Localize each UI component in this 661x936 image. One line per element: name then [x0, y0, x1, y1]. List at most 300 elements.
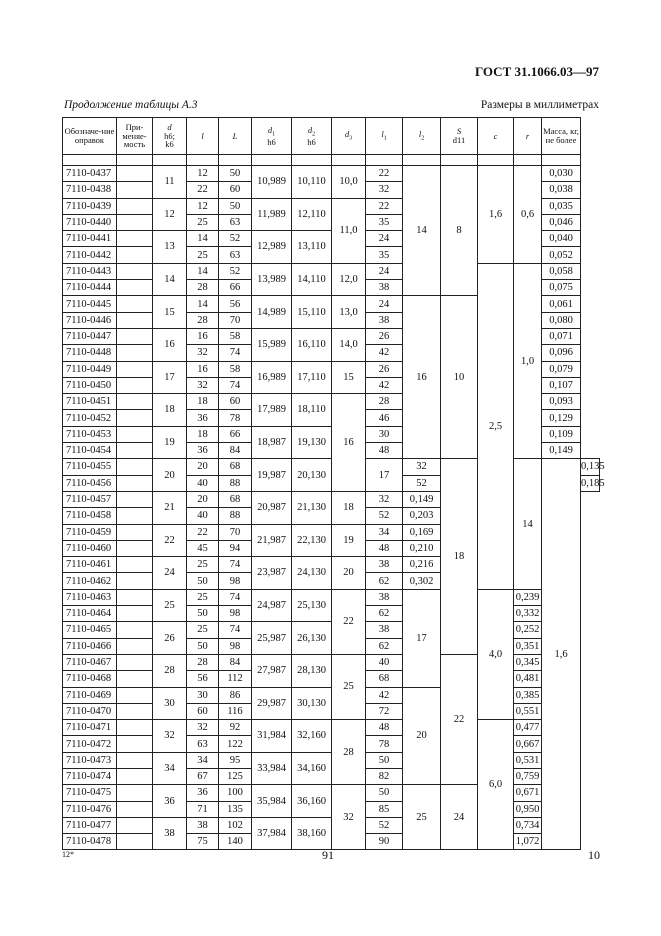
cell-l1: 22 [366, 198, 403, 214]
cell-d2: 34,160 [292, 752, 332, 785]
cell-d: 28 [153, 654, 187, 687]
cell-L: 68 [219, 491, 252, 507]
cell-l1: 35 [366, 214, 403, 230]
cell-L: 63 [219, 247, 252, 263]
cell-d: 25 [153, 589, 187, 622]
cell-l: 32 [187, 377, 219, 393]
cell-d3: 12,0 [332, 263, 366, 296]
cell-designation: 7110-0465 [63, 622, 117, 638]
cell-L: 52 [219, 231, 252, 247]
cell-d: 14 [153, 263, 187, 296]
cell-l: 50 [187, 606, 219, 622]
cell-L: 84 [219, 654, 252, 670]
cell-designation: 7110-0461 [63, 557, 117, 573]
cell-l1: 48 [366, 540, 403, 556]
cell-applicability [117, 752, 153, 768]
cell-L: 94 [219, 540, 252, 556]
cell-L: 122 [219, 736, 252, 752]
cell-mass: 0,216 [403, 557, 441, 573]
cell-applicability [117, 540, 153, 556]
cell-d1: 17,989 [252, 394, 292, 427]
col-r: r [514, 118, 542, 155]
cell-L: 66 [219, 280, 252, 296]
cell-l: 45 [187, 540, 219, 556]
dimensions-table [62, 117, 605, 850]
table-row [63, 785, 600, 801]
cell-l1: 32 [403, 459, 441, 475]
cell-l: 38 [187, 817, 219, 833]
cell-l1: 24 [366, 263, 403, 279]
cell-d2: 26,130 [292, 622, 332, 655]
cell-d: 17 [153, 361, 187, 394]
cell-mass: 0,734 [514, 817, 542, 833]
cell-l1: 38 [366, 622, 403, 638]
cell-d: 18 [153, 394, 187, 427]
cell-d: 13 [153, 231, 187, 264]
cell-mass: 0,149 [542, 443, 581, 459]
cell-designation: 7110-0474 [63, 768, 117, 784]
cell-L: 92 [219, 720, 252, 736]
cell-c: 4,0 [478, 589, 514, 719]
cell-applicability [117, 768, 153, 784]
cell-d2: 21,130 [292, 491, 332, 524]
cell-d: 20 [153, 459, 187, 492]
cell-designation: 7110-0472 [63, 736, 117, 752]
cell-l: 36 [187, 443, 219, 459]
cell-d: 30 [153, 687, 187, 720]
cell-designation: 7110-0462 [63, 573, 117, 589]
cell-L: 68 [219, 459, 252, 475]
cell-l: 30 [187, 687, 219, 703]
cell-L: 100 [219, 785, 252, 801]
cell-l1: 42 [366, 377, 403, 393]
table-row [63, 687, 600, 703]
cell-l1: 48 [366, 443, 403, 459]
cell-d2: 14,110 [292, 263, 332, 296]
table-row [63, 752, 600, 768]
cell-applicability [117, 312, 153, 328]
cell-applicability [117, 475, 153, 491]
cell-L: 60 [219, 182, 252, 198]
cell-d2: 36,160 [292, 785, 332, 818]
cell-applicability [117, 785, 153, 801]
cell-l: 67 [187, 768, 219, 784]
cell-l: 50 [187, 573, 219, 589]
cell-l1: 62 [366, 638, 403, 654]
cell-mass: 0,302 [403, 573, 441, 589]
cell-d1: 35,984 [252, 785, 292, 818]
cell-d1: 11,989 [252, 198, 292, 231]
cell-designation: 7110-0457 [63, 491, 117, 507]
cell-designation: 7110-0459 [63, 524, 117, 540]
cell-l1: 90 [366, 834, 403, 850]
cell-applicability [117, 410, 153, 426]
cell-L: 88 [219, 475, 252, 491]
cell-d1: 31,984 [252, 720, 292, 753]
cell-l1: 38 [366, 280, 403, 296]
cell-applicability [117, 671, 153, 687]
cell-d2: 38,160 [292, 817, 332, 850]
cell-l1: 38 [366, 557, 403, 573]
cell-mass: 0,531 [514, 752, 542, 768]
cell-l1: 62 [366, 573, 403, 589]
cell-applicability [117, 703, 153, 719]
cell-applicability [117, 736, 153, 752]
cell-l1: 52 [366, 508, 403, 524]
cell-applicability [117, 606, 153, 622]
cell-designation: 7110-0464 [63, 606, 117, 622]
cell-L: 98 [219, 606, 252, 622]
cell-d2: 24,130 [292, 557, 332, 590]
cell-mass: 0,080 [542, 312, 581, 328]
cell-L: 74 [219, 622, 252, 638]
cell-applicability [117, 443, 153, 459]
cell-designation: 7110-0448 [63, 345, 117, 361]
cell-d2: 10,110 [292, 166, 332, 199]
cell-l: 25 [187, 557, 219, 573]
cell-d: 34 [153, 752, 187, 785]
cell-designation: 7110-0478 [63, 834, 117, 850]
cell-l1: 42 [366, 687, 403, 703]
cell-d1: 19,987 [252, 459, 292, 492]
cell-l1: 32 [366, 182, 403, 198]
cell-mass: 0,385 [514, 687, 542, 703]
cell-l: 25 [187, 214, 219, 230]
col-c: c [478, 118, 514, 155]
cell-l: 28 [187, 312, 219, 328]
cell-designation: 7110-0438 [63, 182, 117, 198]
cell-l1: 35 [366, 247, 403, 263]
cell-mass: 0,135 [581, 459, 600, 475]
cell-mass: 0,129 [542, 410, 581, 426]
cell-d2: 16,110 [292, 328, 332, 361]
table-row [63, 589, 600, 605]
cell-l1: 50 [366, 785, 403, 801]
cell-designation: 7110-0466 [63, 638, 117, 654]
cell-d: 22 [153, 524, 187, 557]
cell-mass: 0,079 [542, 361, 581, 377]
cell-d1: 18,987 [252, 426, 292, 459]
cell-mass: 0,210 [403, 540, 441, 556]
cell-c: 2,5 [478, 263, 514, 589]
cell-d1: 15,989 [252, 328, 292, 361]
page-number: 91 [322, 848, 334, 862]
cell-d2: 18,110 [292, 394, 332, 427]
cell-applicability [117, 622, 153, 638]
cell-l1: 78 [366, 736, 403, 752]
table-row [63, 263, 600, 279]
cell-L: 63 [219, 214, 252, 230]
cell-d1: 27,987 [252, 654, 292, 687]
cell-l: 75 [187, 834, 219, 850]
cell-l: 63 [187, 736, 219, 752]
cell-mass: 0,185 [581, 475, 600, 491]
cell-l: 25 [187, 622, 219, 638]
col-designation: Обозначе-ние оправок [63, 118, 117, 155]
cell-l1: 38 [366, 312, 403, 328]
col-l: l [187, 118, 219, 155]
cell-l: 20 [187, 491, 219, 507]
units-caption: Размеры в миллиметрах [480, 99, 599, 111]
cell-d1: 13,989 [252, 263, 292, 296]
cell-mass: 0,058 [542, 263, 581, 279]
cell-mass: 0,169 [403, 524, 441, 540]
cell-mass: 0,477 [514, 720, 542, 736]
cell-L: 66 [219, 426, 252, 442]
cell-d1: 21,987 [252, 524, 292, 557]
col-d3: $d_3$ [332, 118, 366, 155]
cell-designation: 7110-0439 [63, 198, 117, 214]
table-row [63, 622, 600, 638]
cell-l1: 30 [366, 426, 403, 442]
cell-l1: 26 [366, 328, 403, 344]
cell-applicability [117, 573, 153, 589]
cell-d3: 20 [332, 557, 366, 590]
cell-l1: 52 [403, 475, 441, 491]
cell-d: 24 [153, 557, 187, 590]
cell-designation: 7110-0440 [63, 214, 117, 230]
cell-mass: 0,149 [403, 491, 441, 507]
cell-l1: 85 [366, 801, 403, 817]
cell-designation: 7110-0444 [63, 280, 117, 296]
cell-applicability [117, 687, 153, 703]
cell-d1: 24,987 [252, 589, 292, 622]
cell-d2: 12,110 [292, 198, 332, 231]
cell-L: 70 [219, 524, 252, 540]
cell-l: 36 [187, 785, 219, 801]
cell-L: 112 [219, 671, 252, 687]
cell-L: 50 [219, 198, 252, 214]
cell-designation: 7110-0453 [63, 426, 117, 442]
cell-d3: 16 [332, 394, 366, 492]
cell-mass: 0,481 [514, 671, 542, 687]
cell-designation: 7110-0451 [63, 394, 117, 410]
col-d1: $d_1$ h6 [252, 118, 292, 155]
cell-L: 98 [219, 573, 252, 589]
cell-L: 70 [219, 312, 252, 328]
cell-applicability [117, 394, 153, 410]
cell-l1: 82 [366, 768, 403, 784]
cell-L: 78 [219, 410, 252, 426]
cell-d1: 16,989 [252, 361, 292, 394]
cell-l1: 28 [366, 394, 403, 410]
cell-l1: 50 [366, 752, 403, 768]
col-applicability: При-меняе-мость [117, 118, 153, 155]
cell-l1: 62 [366, 606, 403, 622]
cell-L: 74 [219, 557, 252, 573]
cell-designation: 7110-0449 [63, 361, 117, 377]
cell-designation: 7110-0471 [63, 720, 117, 736]
cell-d3: 32 [332, 785, 366, 850]
cell-d1: 37,984 [252, 817, 292, 850]
cell-l1: 26 [366, 361, 403, 377]
cell-L: 88 [219, 508, 252, 524]
cell-applicability [117, 426, 153, 442]
cell-L: 74 [219, 377, 252, 393]
cell-d2: 13,110 [292, 231, 332, 264]
cell-applicability [117, 345, 153, 361]
cell-applicability [117, 361, 153, 377]
cell-applicability [117, 263, 153, 279]
cell-mass: 0,109 [542, 426, 581, 442]
col-mass: Масса, кг, не более [542, 118, 581, 155]
cell-l1: 24 [366, 296, 403, 312]
cell-designation: 7110-0477 [63, 817, 117, 833]
cell-L: 74 [219, 345, 252, 361]
cell-d: 32 [153, 720, 187, 753]
cell-d3: 15 [332, 361, 366, 394]
cell-s: 10 [441, 296, 478, 459]
cell-l: 14 [187, 263, 219, 279]
cell-l: 40 [187, 508, 219, 524]
cell-designation: 7110-0450 [63, 377, 117, 393]
cell-d3: 22 [332, 589, 366, 654]
cell-d3: 14,0 [332, 328, 366, 361]
col-d2: $d_2$ h6 [292, 118, 332, 155]
cell-d: 15 [153, 296, 187, 329]
cell-applicability [117, 834, 153, 850]
cell-designation: 7110-0475 [63, 785, 117, 801]
cell-l: 20 [187, 459, 219, 475]
cell-l: 36 [187, 410, 219, 426]
cell-l: 50 [187, 638, 219, 654]
table-row [63, 166, 600, 182]
table-row [63, 720, 600, 736]
cell-d2: 28,130 [292, 654, 332, 687]
cell-l: 14 [187, 231, 219, 247]
cell-mass: 0,107 [542, 377, 581, 393]
cell-d: 19 [153, 426, 187, 459]
cell-d2: 20,130 [292, 459, 332, 492]
cell-applicability [117, 231, 153, 247]
cell-r: 1,6 [542, 459, 581, 850]
cell-l: 32 [187, 720, 219, 736]
cell-designation: 7110-0470 [63, 703, 117, 719]
cell-mass: 0,759 [514, 768, 542, 784]
document-title: ГОСТ 31.1066.03—97 [474, 64, 599, 79]
cell-designation: 7110-0443 [63, 263, 117, 279]
cell-L: 52 [219, 263, 252, 279]
table-caption: Продолжение таблицы А.3 [64, 99, 198, 111]
col-d: d h6; k6 [153, 118, 187, 155]
cell-applicability [117, 589, 153, 605]
cell-d1: 14,989 [252, 296, 292, 329]
cell-L: 86 [219, 687, 252, 703]
cell-designation: 7110-0455 [63, 459, 117, 475]
table-body [63, 166, 605, 850]
cell-s: 8 [441, 166, 478, 296]
cell-d1: 10,989 [252, 166, 292, 199]
cell-l1: 46 [366, 410, 403, 426]
cell-l2: 18 [441, 459, 478, 655]
cell-d3: 25 [332, 654, 366, 719]
cell-l: 56 [187, 671, 219, 687]
cell-applicability [117, 296, 153, 312]
cell-l2: 14 [403, 166, 441, 296]
cell-designation: 7110-0447 [63, 328, 117, 344]
cell-L: 56 [219, 296, 252, 312]
footer-number: 10 [588, 848, 600, 862]
cell-mass: 0,671 [514, 785, 542, 801]
col-s: S d11 [441, 118, 478, 155]
cell-d: 16 [153, 328, 187, 361]
cell-mass: 0,040 [542, 231, 581, 247]
cell-d1: 29,987 [252, 687, 292, 720]
footer-sheet-mark: 12* [62, 850, 74, 859]
cell-applicability [117, 720, 153, 736]
cell-designation: 7110-0473 [63, 752, 117, 768]
cell-l: 12 [187, 198, 219, 214]
cell-mass: 0,252 [514, 622, 542, 638]
cell-l: 25 [187, 589, 219, 605]
cell-designation: 7110-0446 [63, 312, 117, 328]
cell-d2: 19,130 [292, 426, 332, 459]
cell-l: 12 [187, 166, 219, 182]
cell-l: 40 [187, 475, 219, 491]
cell-mass: 0,038 [542, 182, 581, 198]
cell-designation: 7110-0452 [63, 410, 117, 426]
cell-designation: 7110-0445 [63, 296, 117, 312]
cell-mass: 0,332 [514, 606, 542, 622]
cell-s: 17 [403, 589, 441, 687]
cell-L: 95 [219, 752, 252, 768]
cell-applicability [117, 638, 153, 654]
cell-s: 14 [514, 459, 542, 589]
cell-mass: 0,046 [542, 214, 581, 230]
col-l1: $l_1$ [366, 118, 403, 155]
cell-designation: 7110-0441 [63, 231, 117, 247]
cell-l1: 68 [366, 671, 403, 687]
cell-L: 102 [219, 817, 252, 833]
cell-applicability [117, 508, 153, 524]
cell-d: 11 [153, 166, 187, 199]
cell-mass: 0,345 [514, 654, 542, 670]
cell-d2: 22,130 [292, 524, 332, 557]
cell-l: 25 [187, 247, 219, 263]
cell-l1: 34 [366, 524, 403, 540]
cell-d: 36 [153, 785, 187, 818]
cell-l: 16 [187, 361, 219, 377]
cell-l: 60 [187, 703, 219, 719]
cell-l1: 22 [366, 166, 403, 182]
cell-designation: 7110-0460 [63, 540, 117, 556]
cell-designation: 7110-0456 [63, 475, 117, 491]
cell-l1: 32 [366, 491, 403, 507]
cell-mass: 0,030 [542, 166, 581, 182]
cell-mass: 0,551 [514, 703, 542, 719]
cell-l: 71 [187, 801, 219, 817]
cell-d3: 11,0 [332, 198, 366, 263]
cell-L: 60 [219, 394, 252, 410]
cell-d1: 20,987 [252, 491, 292, 524]
cell-d2: 17,110 [292, 361, 332, 394]
table-row [63, 654, 600, 670]
cell-mass: 0,071 [542, 328, 581, 344]
cell-designation: 7110-0468 [63, 671, 117, 687]
cell-mass: 0,075 [542, 280, 581, 296]
cell-applicability [117, 247, 153, 263]
cell-mass: 0,203 [403, 508, 441, 524]
cell-l2: 22 [441, 654, 478, 784]
cell-c: 1,6 [478, 166, 514, 264]
cell-applicability [117, 328, 153, 344]
cell-l1: 38 [366, 589, 403, 605]
cell-d: 26 [153, 622, 187, 655]
col-L: L [219, 118, 252, 155]
table-row [63, 817, 600, 833]
cell-L: 116 [219, 703, 252, 719]
cell-d1: 33,984 [252, 752, 292, 785]
